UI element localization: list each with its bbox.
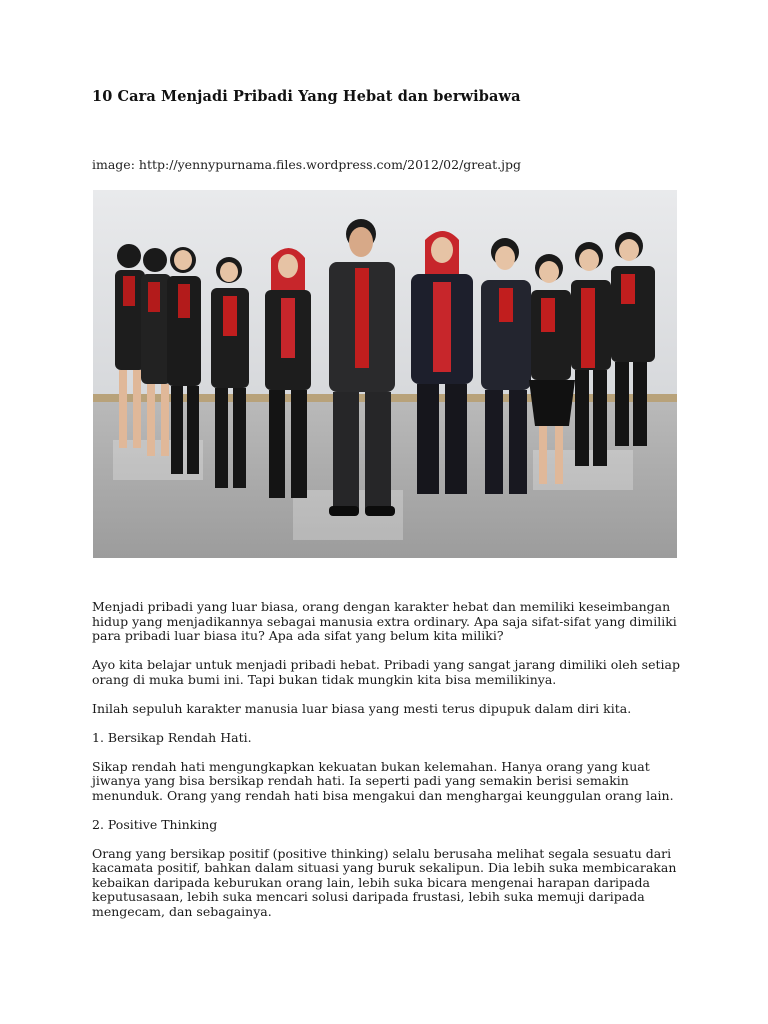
document-title: 10 Cara Menjadi Pribadi Yang Hebat dan berwibawa xyxy=(92,88,521,105)
group-photo xyxy=(93,190,677,558)
article-body xyxy=(92,600,682,934)
paragraph-section-2: Orang yang bersikap positif (positive thinking) selalu berusaha melihat segala sesuatu dari kacamata positif, bahkan dalam situasi yang buruk sekalipun. Dia lebih suka membicarakan kebaikan daripada keburukan orang lain, lebih suka bicara mengenai harapan daripada keputusasaan, lebih suka mencari solusi daripada frustasi, lebih suka memuji daripada mengecam, dan sebagainya. xyxy=(92,845,677,919)
section-heading-2: 2. Positive Thinking xyxy=(92,816,218,832)
paragraph-section-1: Sikap rendah hati mengungkapkan kekuatan bukan kelemahan. Hanya orang yang kuat jiwanya yang bisa bersikap rendah hati. Ia seperti padi yang semakin berisi semakin menunduk. Orang yang rendah hati bisa mengakui dan menghargai keunggulan orang lain. xyxy=(92,758,674,803)
group-photo-icon xyxy=(93,190,677,558)
section-heading-1: 1. Bersikap Rendah Hati. xyxy=(92,729,252,745)
paragraph-intro: Menjadi pribadi yang luar biasa, orang dengan karakter hebat dan memiliki keseimbangan hidup yang menjadikannya sebagai manusia extra ordinary. Apa saja sifat-sifat yang dimiliki para pribadi luar biasa itu? Apa ada sifat yang belum kita miliki? xyxy=(92,599,677,643)
paragraph-invitation: Ayo kita belajar untuk menjadi pribadi hebat. Pribadi yang sangat jarang dimiliki oleh setiap orang di muka bumi ini. Tapi bukan tidak mungkin kita bisa memilikinya. xyxy=(92,657,680,687)
paragraph-list-intro: Inilah sepuluh karakter manusia luar biasa yang mesti terus dipupuk dalam diri kita. xyxy=(92,700,632,716)
image-caption: image: http://yennypurnama.files.wordpress.com/2012/02/great.jpg xyxy=(92,157,521,172)
